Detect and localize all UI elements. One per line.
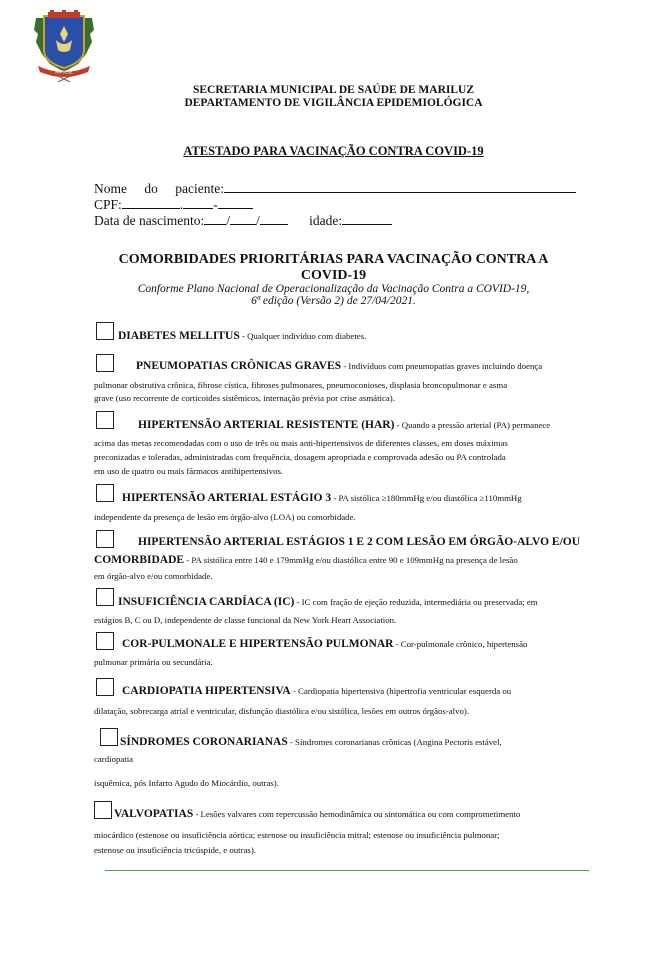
patient-name-label: Nome do paciente: <box>94 181 224 196</box>
item-cor-pulmonale-text: pulmonar primária ou secundária. <box>94 657 213 667</box>
item-ha-estagios-1-2-line2: COMORBIDADE - PA sistólica entre 140 e 179mmHg e/ou diastólica entre 90 e 109mmHg na presença de lesão <box>94 554 518 566</box>
item-cardiopatia-hipertensiva-text: dilatação, sobrecarga atrial e ventricular, disfunção diastólica e/ou sistólica, lesões em outros órgãos-alvo). <box>94 706 470 716</box>
checkbox-ic[interactable] <box>96 588 114 606</box>
item-ic-name: INSUFICIÊNCIA CARDÍACA (IC) <box>118 596 295 608</box>
cpf-dash: - <box>213 197 218 212</box>
patient-name-field[interactable] <box>94 180 584 196</box>
section-subtitle-line2: 6ª edição (Versão 2) de 27/04/2021. <box>251 295 416 307</box>
item-valvopatias-text: miocárdico (estenose ou insuficiência aórtica; estenose ou insuficiência mitral; estenose ou insuficiência pulmonar; <box>94 830 500 840</box>
item-cardiopatia-hipertensiva-name: CARDIOPATIA HIPERTENSIVA <box>122 685 291 697</box>
department-name: DEPARTAMENTO DE VIGILÂNCIA EPIDEMIOLÓGICA <box>184 97 483 109</box>
date-sep-1: / <box>226 213 230 228</box>
item-valvopatias-name: VALVOPATIAS <box>114 808 194 820</box>
footer-divider <box>105 870 589 871</box>
checkbox-valvopatias[interactable] <box>94 801 112 819</box>
patient-name-blank[interactable] <box>224 180 576 193</box>
cpf-blank-3[interactable] <box>218 196 253 209</box>
item-har-line: HIPERTENSÃO ARTERIAL RESISTENTE (HAR) - Quando a pressão arterial (PA) permanece <box>138 419 551 431</box>
item-ha-estagio-3-name: HIPERTENSÃO ARTERIAL ESTÁGIO 3 <box>122 492 332 504</box>
item-diabetes-name: DIABETES MELLITUS <box>118 330 240 342</box>
date-sep-2: / <box>255 213 260 228</box>
cpf-label: CPF: <box>94 197 122 212</box>
document-title: ATESTADO PARA VACINAÇÃO CONTRA COVID-19 <box>183 144 484 158</box>
item-ha-estagios-1-2-text: em órgão-alvo e/ou comorbidade. <box>94 571 213 581</box>
checkbox-sindromes-coronarianas[interactable] <box>100 728 118 746</box>
secretariat-name: SECRETARIA MUNICIPAL DE SAÚDE DE MARILUZ <box>192 84 475 96</box>
item-pneumopatias-line: PNEUMOPATIAS CRÔNICAS GRAVES - Indivíduos com pneumopatias graves incluindo doença <box>136 360 543 372</box>
item-har-name: HIPERTENSÃO ARTERIAL RESISTENTE (HAR) <box>138 419 395 431</box>
checkbox-har[interactable] <box>96 411 114 429</box>
checkbox-cor-pulmonale[interactable] <box>96 632 114 650</box>
section-subtitle-line1: Conforme Plano Nacional de Operacionalização da Vacinação Contra a COVID-19, <box>137 283 530 295</box>
birth-year-blank[interactable] <box>260 212 288 225</box>
cpf-field[interactable] <box>94 196 253 212</box>
birth-date-field[interactable] <box>94 212 392 228</box>
birth-month-blank[interactable] <box>230 212 256 225</box>
item-ha-estagios-1-2-line <box>138 537 580 548</box>
item-sindromes-coronarianas-text: isquêmica, pós Infarto Agudo do Miocárdio, outras). <box>94 778 279 788</box>
age-label: idade: <box>309 213 343 228</box>
item-sindromes-coronarianas-text: cardiopatia <box>94 754 134 764</box>
item-ic-text: estágios B, C ou D, independente de classe funcional da New York Heart Association. <box>94 615 397 625</box>
checkbox-cardiopatia-hipertensiva[interactable] <box>96 678 114 696</box>
cpf-blank-2[interactable] <box>183 196 213 209</box>
checkbox-pneumopatias[interactable] <box>96 354 114 372</box>
checkbox-ha-estagio-3[interactable] <box>96 484 114 502</box>
section-title-line1: COMORBIDADES PRIORITÁRIAS PARA VACINAÇÃO CONTRA A <box>118 252 549 267</box>
item-cardiopatia-hipertensiva-line: CARDIOPATIA HIPERTENSIVA - Cardiopatia hipertensiva (hipertrofia ventricular esquerda ou <box>122 685 512 697</box>
item-har-text: preconizadas e toleradas, administradas com frequência, dosagem apropriada e comprovada adesão ou PA controlada <box>94 452 506 462</box>
item-valvopatias-line: VALVOPATIAS - Lesões valvares com repercussão hemodinâmica ou sintomática ou com comprometimento <box>114 808 521 820</box>
item-pneumopatias-text: pulmonar obstrutiva crônica, fibrose cística, fibroses pulmonares, pneumoconioses, displasia broncopulmonar e asma <box>94 380 508 390</box>
item-cor-pulmonale-name: COR-PULMONALE E HIPERTENSÃO PULMONAR <box>122 638 394 650</box>
item-har-text: em uso de quatro ou mais fármacos antihipertensivos. <box>94 466 284 476</box>
item-har-text: acima das metas recomendadas com o uso de três ou mais anti-hipertensivos de diferentes classes, em doses máximas <box>94 438 508 448</box>
item-cor-pulmonale-line: COR-PULMONALE E HIPERTENSÃO PULMONAR - Cor-pulmonale crônico, hipertensão <box>122 638 528 650</box>
item-ic-line: INSUFICIÊNCIA CARDÍACA (IC) - IC com fração de ejeção reduzida, intermediária ou preservada; em <box>118 596 538 608</box>
item-diabetes-line: DIABETES MELLITUS - Qualquer indivíduo com diabetes. <box>118 330 367 342</box>
cpf-blank-1[interactable] <box>122 196 180 209</box>
item-sindromes-coronarianas-name: SÍNDROMES CORONARIANAS <box>120 736 288 748</box>
item-ha-estagio-3-line: HIPERTENSÃO ARTERIAL ESTÁGIO 3 - PA sistólica ≥180mmHg e/ou diastólica ≥110mmHg <box>122 492 522 504</box>
birth-day-blank[interactable] <box>204 212 226 225</box>
checkbox-diabetes[interactable] <box>96 322 114 340</box>
age-blank[interactable] <box>342 212 392 225</box>
checkbox-ha-estagios-1-2[interactable] <box>96 530 114 548</box>
item-ha-estagio-3-text: independente da presença de lesão em órgão-alvo (LOA) ou comorbidade. <box>94 512 356 522</box>
birth-date-label: Data de nascimento: <box>94 213 205 228</box>
item-pneumopatias-text: grave (uso recorrente de corticoides sistêmicos, internação prévia por crise asmática). <box>94 393 395 403</box>
section-title-line2: COVID-19 <box>300 268 367 283</box>
item-pneumopatias-name: PNEUMOPATIAS CRÔNICAS GRAVES <box>136 360 342 372</box>
item-ha-estagios-1-2-name: HIPERTENSÃO ARTERIAL ESTÁGIOS 1 E 2 COM LESÃO EM ÓRGÃO-ALVO E/OU <box>138 536 581 548</box>
item-valvopatias-text: estenose ou insuficiência tricúspide, e outras). <box>94 845 256 855</box>
item-sindromes-coronarianas-line: SÍNDROMES CORONARIANAS - Síndromes coronarianas crônicas (Angina Pectoris estável, <box>120 736 502 748</box>
cpf-dot: . <box>179 197 184 212</box>
municipal-crest-icon <box>30 10 98 82</box>
crest-banner-text: MARILUZ <box>55 69 73 75</box>
